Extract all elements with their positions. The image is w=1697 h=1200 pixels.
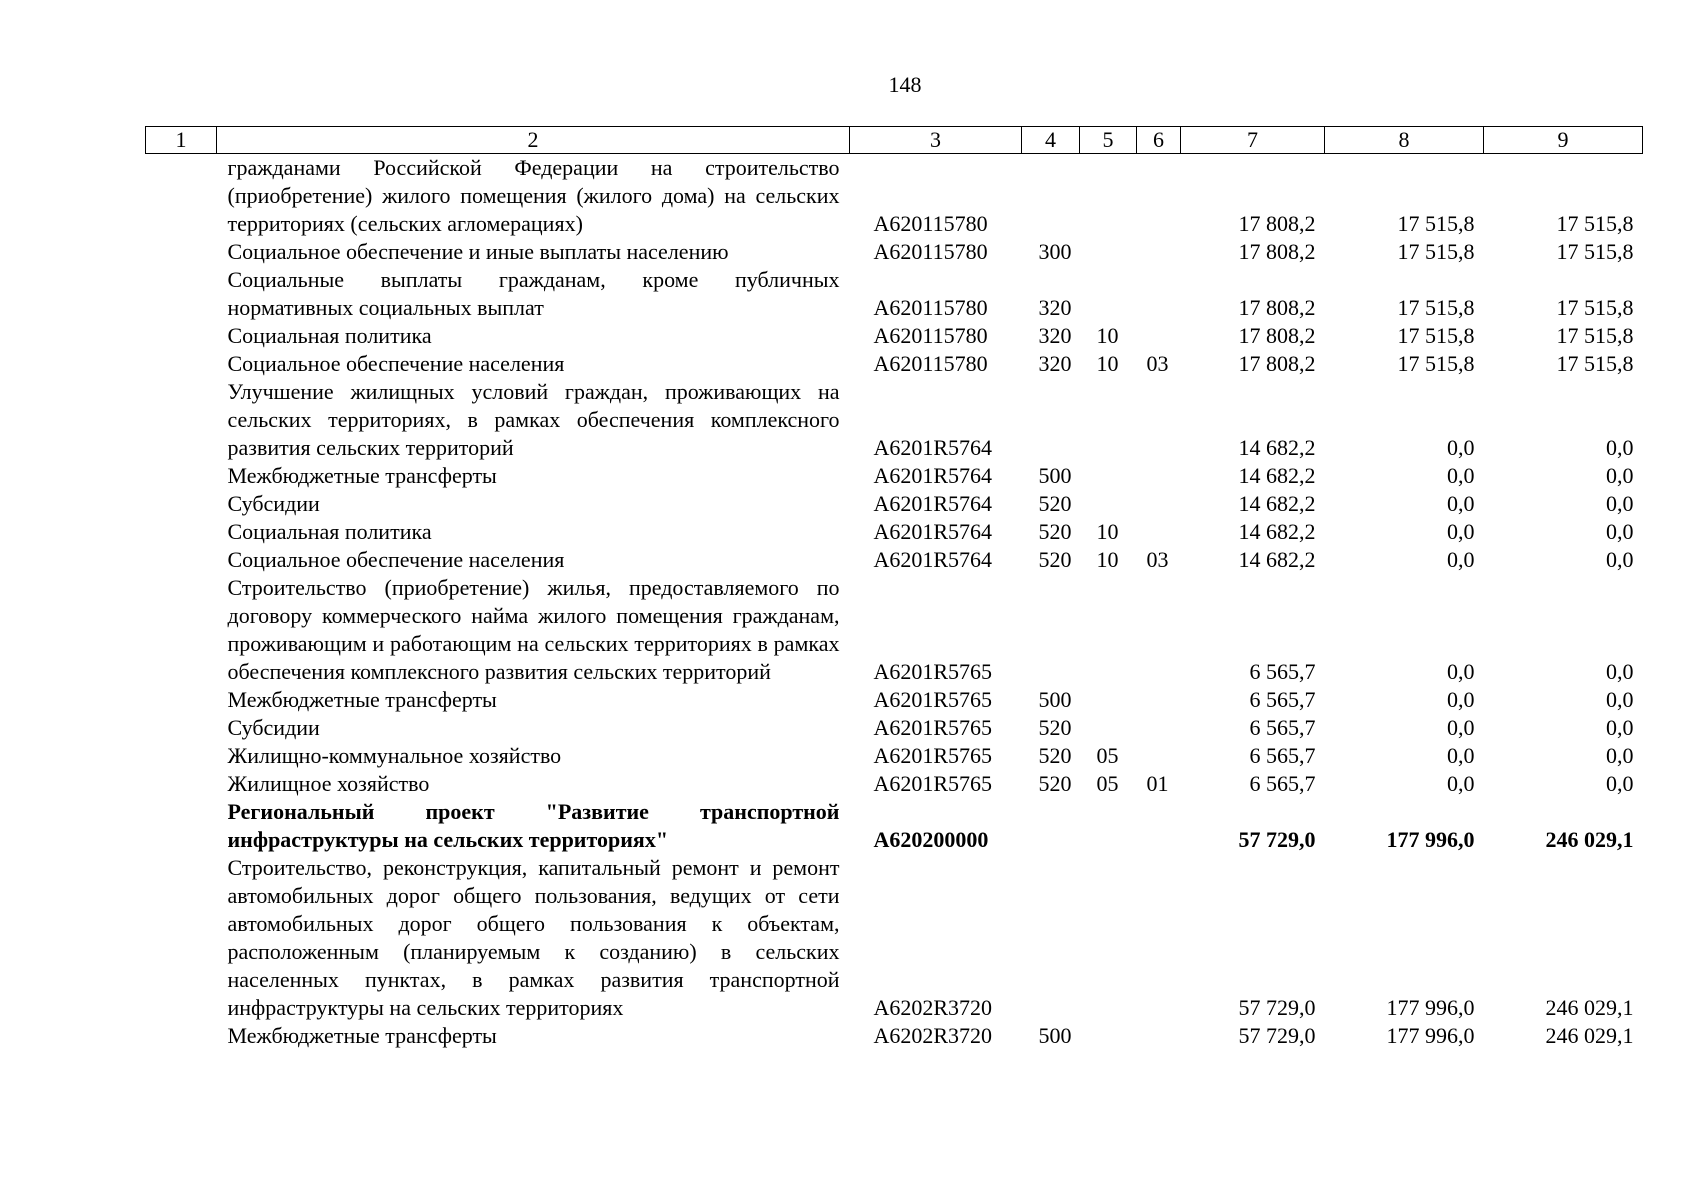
row-section: 05 — [1096, 743, 1119, 768]
row-amount-year-3: 17 515,8 — [1556, 295, 1634, 320]
row-target-code: А6201R5765 — [873, 687, 993, 712]
row-amount-year-1: 17 808,2 — [1238, 351, 1316, 376]
row-subsection: 01 — [1146, 771, 1169, 796]
table-row — [146, 266, 1643, 322]
row-description: Жилищное хозяйство — [227, 771, 430, 796]
row-target-code: А620115780 — [873, 211, 988, 236]
row-amount-year-3: 0,0 — [1606, 463, 1634, 488]
row-expense-type — [1022, 574, 1080, 686]
row-amount-year-2: 0,0 — [1447, 771, 1475, 796]
row-description: Жилищно-коммунальное хозяйство — [227, 743, 562, 768]
table-row — [146, 238, 1643, 266]
row-subsection — [1137, 238, 1181, 266]
table-row — [146, 490, 1643, 518]
row-target-code: А6201R5765 — [873, 715, 993, 740]
row-amount-year-1: 14 682,2 — [1238, 519, 1316, 544]
row-amount-year-3: 17 515,8 — [1556, 351, 1634, 376]
row-amount-year-3: 246 029,1 — [1545, 827, 1634, 852]
row-amount-year-2: 0,0 — [1447, 463, 1475, 488]
row-col-1 — [146, 546, 217, 574]
table-body — [146, 154, 1643, 1051]
row-target-code: А6201R5765 — [873, 743, 993, 768]
row-description: Социальное обеспечение населения — [227, 351, 565, 376]
row-amount-year-2: 0,0 — [1447, 519, 1475, 544]
row-col-1 — [146, 154, 217, 239]
row-section — [1080, 266, 1137, 322]
row-section: 10 — [1096, 519, 1119, 544]
row-amount-year-2: 0,0 — [1447, 435, 1475, 460]
row-expense-type: 500 — [1038, 687, 1072, 712]
row-col-1 — [146, 518, 217, 546]
row-col-1 — [146, 714, 217, 742]
row-expense-type — [1022, 798, 1080, 854]
row-description: Субсидии — [227, 715, 320, 740]
row-section — [1080, 490, 1137, 518]
row-description: Межбюджетные трансферты — [227, 463, 497, 488]
row-description: Социальная политика — [227, 323, 432, 348]
row-amount-year-2: 17 515,8 — [1397, 295, 1475, 320]
row-expense-type — [1022, 854, 1080, 1022]
row-expense-type: 520 — [1038, 491, 1072, 516]
row-amount-year-1: 57 729,0 — [1238, 995, 1316, 1020]
row-target-code: А6201R5764 — [873, 435, 993, 460]
row-expense-type: 300 — [1038, 239, 1072, 264]
row-section — [1080, 798, 1137, 854]
row-amount-year-3: 0,0 — [1606, 547, 1634, 572]
row-target-code: А6201R5764 — [873, 463, 993, 488]
row-amount-year-1: 6 565,7 — [1249, 743, 1316, 768]
row-amount-year-3: 0,0 — [1606, 743, 1634, 768]
row-amount-year-3: 0,0 — [1606, 715, 1634, 740]
row-col-1 — [146, 574, 217, 686]
row-section — [1080, 238, 1137, 266]
row-col-1 — [146, 266, 217, 322]
row-description: гражданами Российской Федерации на строительство (приобретение) жилого помещения (жилого дома) на сельских территориях (сельских агломерациях) — [227, 155, 840, 236]
row-subsection — [1137, 742, 1181, 770]
row-target-code: А6202R3720 — [873, 995, 993, 1020]
row-amount-year-3: 0,0 — [1606, 659, 1634, 684]
page-number: 148 — [888, 72, 922, 97]
row-amount-year-2: 0,0 — [1447, 659, 1475, 684]
row-amount-year-3: 17 515,8 — [1556, 211, 1634, 236]
row-amount-year-3: 0,0 — [1606, 771, 1634, 796]
row-section — [1080, 154, 1137, 239]
row-description: Социальное обеспечение населения — [227, 547, 565, 572]
row-amount-year-3: 246 029,1 — [1545, 995, 1634, 1020]
row-amount-year-2: 0,0 — [1447, 743, 1475, 768]
row-col-1 — [146, 742, 217, 770]
row-target-code: А6201R5765 — [873, 771, 993, 796]
row-col-1 — [146, 322, 217, 350]
row-section — [1080, 378, 1137, 462]
row-amount-year-1: 14 682,2 — [1238, 547, 1316, 572]
row-expense-type: 520 — [1038, 771, 1072, 796]
row-amount-year-2: 177 996,0 — [1386, 827, 1475, 852]
table-row — [146, 686, 1643, 714]
table-row — [146, 714, 1643, 742]
row-amount-year-2: 0,0 — [1447, 491, 1475, 516]
row-amount-year-2: 177 996,0 — [1386, 1023, 1475, 1048]
row-amount-year-2: 17 515,8 — [1397, 239, 1475, 264]
row-section — [1080, 686, 1137, 714]
row-section — [1080, 714, 1137, 742]
row-subsection — [1137, 154, 1181, 239]
row-subsection — [1137, 378, 1181, 462]
row-expense-type: 520 — [1038, 519, 1072, 544]
row-expense-type: 320 — [1038, 351, 1072, 376]
row-description: Социальная политика — [227, 519, 432, 544]
row-amount-year-1: 14 682,2 — [1238, 491, 1316, 516]
row-col-1 — [146, 1022, 217, 1050]
header-col-2: 2 — [217, 127, 850, 154]
row-target-code: А6201R5765 — [873, 659, 993, 684]
budget-table — [145, 126, 1643, 1050]
table-row — [146, 378, 1643, 462]
row-subsection — [1137, 322, 1181, 350]
header-col-9: 9 — [1484, 127, 1643, 154]
row-amount-year-3: 246 029,1 — [1545, 1023, 1634, 1048]
row-amount-year-2: 17 515,8 — [1397, 323, 1475, 348]
row-amount-year-3: 0,0 — [1606, 435, 1634, 460]
row-expense-type: 500 — [1038, 1023, 1072, 1048]
row-expense-type: 520 — [1038, 715, 1072, 740]
row-target-code: А6201R5764 — [873, 491, 993, 516]
row-amount-year-3: 17 515,8 — [1556, 239, 1634, 264]
row-col-1 — [146, 462, 217, 490]
row-amount-year-1: 57 729,0 — [1238, 827, 1316, 852]
header-col-7: 7 — [1181, 127, 1325, 154]
row-subsection — [1137, 1022, 1181, 1050]
header-col-5: 5 — [1080, 127, 1137, 154]
row-description: Социальные выплаты гражданам, кроме публичных нормативных социальных выплат — [227, 267, 840, 320]
row-col-1 — [146, 854, 217, 1022]
header-col-1: 1 — [146, 127, 217, 154]
row-amount-year-1: 17 808,2 — [1238, 211, 1316, 236]
header-col-6: 6 — [1137, 127, 1181, 154]
row-amount-year-1: 14 682,2 — [1238, 435, 1316, 460]
row-subsection — [1137, 854, 1181, 1022]
row-amount-year-1: 57 729,0 — [1238, 1023, 1316, 1048]
row-expense-type — [1022, 154, 1080, 239]
row-expense-type: 320 — [1038, 295, 1072, 320]
row-col-1 — [146, 378, 217, 462]
table-header — [146, 127, 1643, 154]
row-description: Субсидии — [227, 491, 320, 516]
row-section: 10 — [1096, 547, 1119, 572]
row-amount-year-1: 17 808,2 — [1238, 239, 1316, 264]
row-target-code: А620115780 — [873, 295, 988, 320]
row-subsection — [1137, 686, 1181, 714]
row-target-code: А620115780 — [873, 239, 988, 264]
row-section — [1080, 1022, 1137, 1050]
row-subsection — [1137, 462, 1181, 490]
row-target-code: А620115780 — [873, 323, 988, 348]
row-target-code: А6202R3720 — [873, 1023, 993, 1048]
row-col-1 — [146, 238, 217, 266]
row-subsection: 03 — [1146, 351, 1169, 376]
row-description: Строительство, реконструкция, капитальный ремонт и ремонт автомобильных дорог общего пользования, ведущих от сети автомобильных дорог общего пользования к объектам, расположенным (планируемым к созданию) в сельских населенных пунктах, в рамках развития транспортной инфраструктуры на сельских территориях — [227, 855, 840, 1020]
row-description: Межбюджетные трансферты — [227, 687, 497, 712]
row-target-code: А620200000 — [873, 827, 989, 852]
row-amount-year-1: 6 565,7 — [1249, 659, 1316, 684]
row-subsection — [1137, 798, 1181, 854]
row-col-1 — [146, 770, 217, 798]
row-amount-year-2: 0,0 — [1447, 547, 1475, 572]
table-row — [146, 574, 1643, 686]
table-row — [146, 350, 1643, 378]
row-subsection — [1137, 574, 1181, 686]
row-amount-year-1: 6 565,7 — [1249, 687, 1316, 712]
table-row — [146, 798, 1643, 854]
row-amount-year-1: 6 565,7 — [1249, 715, 1316, 740]
header-col-3: 3 — [850, 127, 1022, 154]
row-amount-year-3: 0,0 — [1606, 519, 1634, 544]
row-amount-year-2: 17 515,8 — [1397, 211, 1475, 236]
row-amount-year-1: 17 808,2 — [1238, 323, 1316, 348]
table-row — [146, 742, 1643, 770]
row-subsection: 03 — [1146, 547, 1169, 572]
row-col-1 — [146, 686, 217, 714]
row-expense-type: 520 — [1038, 547, 1072, 572]
row-description: Региональный проект "Развитие транспортной инфраструктуры на сельских территориях" — [227, 799, 840, 852]
row-expense-type — [1022, 378, 1080, 462]
row-amount-year-1: 14 682,2 — [1238, 463, 1316, 488]
table-row — [146, 1022, 1643, 1050]
header-row — [146, 127, 1643, 154]
row-description: Межбюджетные трансферты — [227, 1023, 497, 1048]
header-col-8: 8 — [1325, 127, 1484, 154]
table-row — [146, 154, 1643, 239]
row-section — [1080, 462, 1137, 490]
row-expense-type: 320 — [1038, 323, 1072, 348]
table-row — [146, 462, 1643, 490]
row-amount-year-2: 0,0 — [1447, 715, 1475, 740]
row-col-1 — [146, 490, 217, 518]
header-col-4: 4 — [1022, 127, 1080, 154]
row-target-code: А6201R5764 — [873, 519, 993, 544]
row-amount-year-3: 0,0 — [1606, 491, 1634, 516]
row-col-1 — [146, 798, 217, 854]
row-amount-year-2: 0,0 — [1447, 687, 1475, 712]
row-section — [1080, 574, 1137, 686]
row-section: 05 — [1096, 771, 1119, 796]
row-amount-year-3: 17 515,8 — [1556, 323, 1634, 348]
row-amount-year-1: 6 565,7 — [1249, 771, 1316, 796]
row-expense-type: 500 — [1038, 463, 1072, 488]
row-col-1 — [146, 350, 217, 378]
row-amount-year-2: 17 515,8 — [1397, 351, 1475, 376]
row-section: 10 — [1096, 351, 1119, 376]
row-target-code: А620115780 — [873, 351, 988, 376]
row-target-code: А6201R5764 — [873, 547, 993, 572]
row-section: 10 — [1096, 323, 1119, 348]
row-section — [1080, 854, 1137, 1022]
row-description: Улучшение жилищных условий граждан, проживающих на сельских территориях, в рамках обеспечения комплексного развития сельских территорий — [227, 379, 840, 460]
row-subsection — [1137, 490, 1181, 518]
row-description: Строительство (приобретение) жилья, предоставляемого по договору коммерческого найма жилого помещения гражданам, проживающим и работающим на сельских территориях в рамках обеспечения комплексного развития сельских территорий — [227, 575, 840, 684]
row-amount-year-3: 0,0 — [1606, 687, 1634, 712]
row-subsection — [1137, 518, 1181, 546]
row-expense-type: 520 — [1038, 743, 1072, 768]
row-amount-year-1: 17 808,2 — [1238, 295, 1316, 320]
table-row — [146, 854, 1643, 1022]
table-row — [146, 322, 1643, 350]
table-row — [146, 546, 1643, 574]
table-row — [146, 518, 1643, 546]
row-amount-year-2: 177 996,0 — [1386, 995, 1475, 1020]
table-row — [146, 770, 1643, 798]
row-description: Социальное обеспечение и иные выплаты населению — [227, 239, 729, 264]
row-subsection — [1137, 714, 1181, 742]
row-subsection — [1137, 266, 1181, 322]
